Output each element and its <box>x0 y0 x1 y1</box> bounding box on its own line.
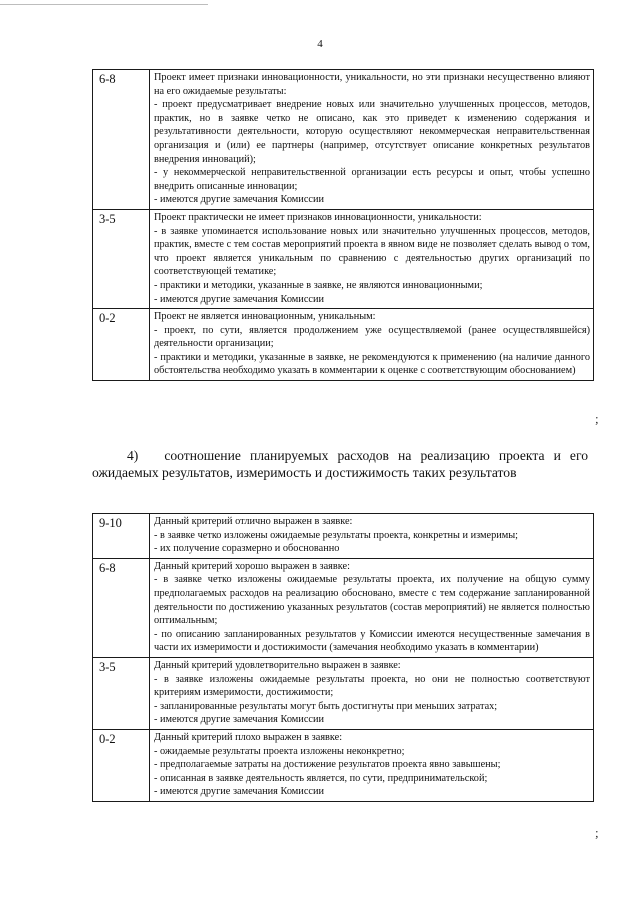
description-heading: Данный критерий хорошо выражен в заявке: <box>154 560 350 572</box>
table-2-end-mark: ; <box>595 825 599 840</box>
description-heading: Данный критерий отлично выражен в заявке: <box>154 516 353 527</box>
description-item: - имеются другие замечания Комиссии <box>154 786 324 798</box>
description-heading: Проект имеет признаки инновационности, уникальности, но эти признаки несущественно влияют на его ожидаемые результаты: <box>154 72 590 97</box>
score-range: 6-8 <box>93 558 150 657</box>
description-item: - описанная в заявке деятельность является, по сути, предпринимательской; <box>154 772 488 784</box>
criterion-row <box>93 558 594 657</box>
score-range: 3-5 <box>93 209 150 308</box>
scan-edge-line <box>0 4 208 5</box>
score-range: 0-2 <box>93 309 150 381</box>
page-number: 4 <box>317 38 323 50</box>
innovation-criterion-table <box>92 69 594 381</box>
criterion-row <box>93 729 594 801</box>
score-description <box>150 70 594 210</box>
criterion-row <box>93 209 594 308</box>
description-item: - по описанию запланированных результатов у Комиссии имеются несущественные замечания в части их измеримости и достижимости (замечания необходимо указать в комментарии) <box>154 628 590 654</box>
score-range: 9-10 <box>93 514 150 559</box>
score-description <box>150 309 594 381</box>
score-description <box>150 209 594 308</box>
criterion-4-heading <box>92 447 588 481</box>
score-description <box>150 729 594 801</box>
criterion-row <box>93 70 594 210</box>
description-heading: Данный критерий удовлетворительно выражен в заявке: <box>154 659 401 671</box>
description-item: - у некоммерческой неправительственной организации есть ресурсы и опыт, чтобы успешно внедрить описанные инновации; <box>154 167 590 192</box>
description-item: - их получение соразмерно и обоснованно <box>154 543 340 555</box>
description-item: - имеются другие замечания Комиссии <box>154 194 324 206</box>
description-item: - практики и методики, указанные в заявке, не рекомендуются к применению (на наличие данного обстоятельства необходимо указать в комментарии к оценке с соответствующим обоснованием) <box>154 351 590 377</box>
description-item: - в заявке упоминается использование новых или значительно улучшенных процессов, методов, практик, вместе с тем состав мероприятий проекта в явном виде не позволяет сделать вывод о том, что проект является уникальным по сравнению с деятельностью других организаций по соответствующей тематике; <box>154 225 590 278</box>
description-item: - в заявке четко изложены ожидаемые результаты проекта, конкретны и измеримы; <box>154 529 519 541</box>
description-item: - имеются другие замечания Комиссии <box>154 293 324 305</box>
criterion-row <box>93 657 594 729</box>
description-item: - предполагаемые затраты на достижение результатов проекта явно завышены; <box>154 759 501 771</box>
description-item: - имеются другие замечания Комиссии <box>154 714 324 726</box>
score-description <box>150 514 594 559</box>
description-heading: Проект практически не имеет признаков инновационности, уникальности: <box>154 211 482 223</box>
description-item: - проект предусматривает внедрение новых или значительно улучшенных процессов, методов, практик, но в заявке четко не описано, как это приведет к изменению содержания и результативности деятельности, которую осуществляют некоммерческая неправительственная организация и (или) ее партнеры (например, отсутствует описание конкретных результатов внедрения инноваций); <box>154 99 590 165</box>
description-item: - в заявке четко изложены ожидаемые результаты проекта, их получение на общую сумму предполагаемых расходов на реализацию обосновано, вместе с тем содержание запланированной деятельности по достижению указанных результатов (состав мероприятий) не является полностью оптимальным; <box>154 574 590 627</box>
description-heading: Данный критерий плохо выражен в заявке: <box>154 731 343 743</box>
description-item: - практики и методики, указанные в заявке, не являются инновационными; <box>154 279 483 291</box>
criterion-row <box>93 514 594 559</box>
description-item: - ожидаемые результаты проекта изложены неконкретно; <box>154 745 405 757</box>
score-description <box>150 558 594 657</box>
score-description <box>150 657 594 729</box>
criterion-4-text: соотношение планируемых расходов на реализацию проекта и его ожидаемых результатов, измеримость и достижимость таких результатов <box>92 448 588 480</box>
criterion-row <box>93 309 594 381</box>
description-item: - запланированные результаты могут быть достигнуты при меньших затратах; <box>154 700 498 712</box>
description-item: - проект, по сути, является продолжением уже осуществляемой (ранее осуществлявшейся) деятельности организации; <box>154 324 590 350</box>
description-heading: Проект не является инновационным, уникальным: <box>154 311 376 323</box>
score-range: 6-8 <box>93 70 150 210</box>
criterion-4-number: 4) <box>127 448 139 463</box>
cost-results-criterion-table <box>92 513 594 802</box>
table-1-end-mark: ; <box>595 411 599 426</box>
score-range: 0-2 <box>93 729 150 801</box>
description-item: - в заявке изложены ожидаемые результаты проекта, но они не полностью соответствуют критериям измеримости, достижимости; <box>154 673 590 699</box>
score-range: 3-5 <box>93 657 150 729</box>
